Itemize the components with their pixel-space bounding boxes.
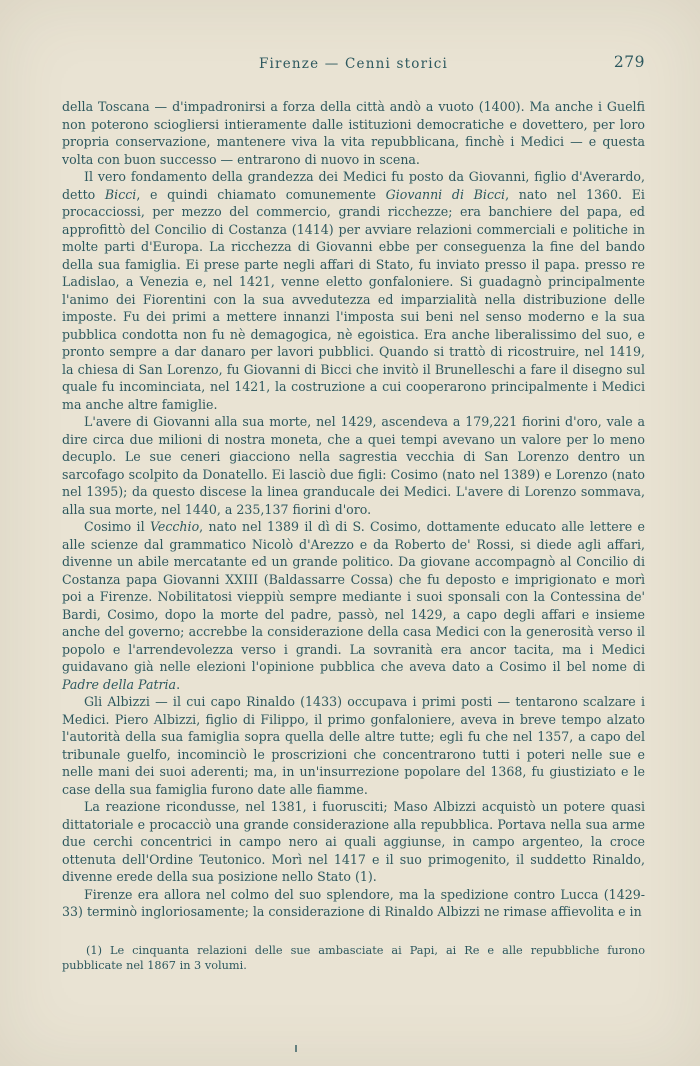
text-run: della Toscana — d'impadronirsi a forza della città andò a vuoto (1400). Ma anche i Guelfi non poterono sciogliersi intieramente dalle istituzioni democratiche e dovettero, per loro propria conservazione, mantenere viva la vita repubblicana, finchè i Medici — e questa volta con buon successo — entrarono di nuovo in scena.: [62, 99, 645, 167]
text-run: Il vero fondamento della grandezza dei Medici fu posto da Giovanni, figlio d'Averardo, detto: [62, 169, 645, 202]
paragraph: [62, 413, 645, 518]
paragraph: [62, 518, 645, 693]
page-number: 279: [613, 53, 645, 71]
paragraph: [62, 693, 645, 798]
italic-term: Bicci: [104, 186, 137, 202]
paragraph: [62, 98, 645, 168]
italic-term: Vecchio: [149, 519, 200, 534]
printer-mark: [295, 1045, 297, 1052]
running-title: Firenze — Cenni storici: [258, 56, 449, 72]
text-run: Cosimo il: [84, 519, 150, 534]
text-run: La reazione ricondusse, nel 1381, i fuorusciti; Maso Albizzi acquistò un potere quasi dittatoriale e procacciò una grande considerazione alla repubblica. Portava nella sua arme due cerchi concentrici in campo nero ai quali aggiunse, in campo argenteo, la croce ottenuta dell'Ordine Teutonico. Morì nel 1417 e il suo primogenito, il suddetto Rinaldo, divenne erede della sua posizione nello Stato (1).: [62, 799, 645, 884]
text-run: , nato nel 1360. Ei procacciossi, per mezzo del commercio, grandi ricchezze; era banchiere del papa, ed approfittò del Concilio di Costanza (1414) per avviare relazioni commerciali e politiche in molte parti d'Europa. La ricchezza di Giovanni ebbe per conseguenza la fine del bando della sua famiglia. Ei prese parte negli affari di Stato, fu inviato presso il papa. presso re Ladislao, a Venezia e, nel 1421, venne eletto gonfaloniere. Si guadagnò principalmente l'animo dei Fiorentini con la sua avvedutezza ed imparzialità nella distribuzione delle imposte. Fu dei primi a mettere innanzi l'imposta sui beni nel senso moderno e la sua pubblica condotta non fu nè demagogica, nè egoistica. Era anche liberalissimo del suo, e pronto sempre a dar danaro per lavori pubblici. Quando si trattò di ricostruire, nel 1419, la chiesa di San Lorenzo, fu Giovanni di Bicci che invitò il Brunelleschi a fare il disegno sul quale fu incominciata, nel 1421, la costruzione a cui cooperarono principalmente i Medici ma anche altre famiglie.: [62, 186, 645, 412]
text-run: , nato nel 1389 il dì di S. Cosimo, dottamente educato alle lettere e alle scienze dal grammatico Nicolò d'Arezzo e da Roberto de' Rossi, si diede agli affari, divenne un abile mercatante ed un grande politico. Da giovane accompagnò al Concilio di Costanza papa Giovanni XXIII (Baldassarre Cossa) che fu deposto e imprigionato e morì poi a Firenze. Nobilitatosi vieppiù sempre mediante i suoi sponsali con la Contessina de' Bardi, Cosimo, dopo la morte del padre, passò, nel 1429, a capo degli affari e insieme anche del governo; accrebbe la considerazione della casa Medici con la generosità verso il popolo e l'arrendevolezza verso i grandi. La sovranità era ancor tacita, ma i Medici guidavano già nelle elezioni l'opinione pubblica che aveva dato a Cosimo il bel nome di: [62, 519, 645, 674]
body-text: [62, 98, 645, 921]
italic-term: Padre della Patria: [62, 676, 177, 692]
paragraph: [62, 886, 645, 921]
italic-term: Giovanni di Bicci: [385, 186, 506, 202]
paragraph: [62, 168, 645, 413]
text-run: , e quindi chiamato comunemente: [136, 186, 386, 202]
text-run: Gli Albizzi — il cui capo Rinaldo (1433) occupava i primi posti — tentarono scalzare i Medici. Piero Albizzi, figlio di Filippo, il primo gonfaloniere, aveva in breve tempo alzato l'autorità della sua famiglia sopra quella delle altre tutte; egli fu che nel 1357, a capo del tribunale guelfo, incominciò le proscrizioni che concentrarono tutti i poteri nelle sue e nelle mani dei suoi aderenti; ma, in un'insurrezione popolare del 1368, fu giustiziato e le case della sua famiglia furono date alle fiamme.: [62, 694, 645, 797]
text-run: Firenze era allora nel colmo del suo splendore, ma la spedizione contro Lucca (1429-33) terminò ingloriosamente; la considerazione di Rinaldo Albizzi ne rimase affievolita e in: [62, 886, 645, 919]
text-run: .: [176, 676, 181, 692]
text-run: L'avere di Giovanni alla sua morte, nel 1429, ascendeva a 179,221 fiorini d'oro, vale a dire circa due milioni di nostra moneta, che a quei tempi avevano un valore per lo meno decuplo. Le sue ceneri giacciono nella sagrestia vecchia di San Lorenzo dentro un sarcofago scolpito da Donatello. Ei lasciò due figli: Cosimo (nato nel 1389) e Lorenzo (nato nel 1395); da questo discese la linea granducale dei Medici. L'avere di Lorenzo sommava, alla sua morte, nel 1440, a 235,137 fiorini d'oro.: [62, 414, 645, 517]
paragraph: [62, 798, 645, 886]
footnote: [62, 943, 645, 974]
page-header: [62, 53, 645, 76]
footnote-text: (1) Le cinquanta relazioni delle sue ambasciate ai Papi, ai Re e alle repubbliche furono pubblicate nel 1867 in 3 volumi.: [62, 943, 645, 972]
